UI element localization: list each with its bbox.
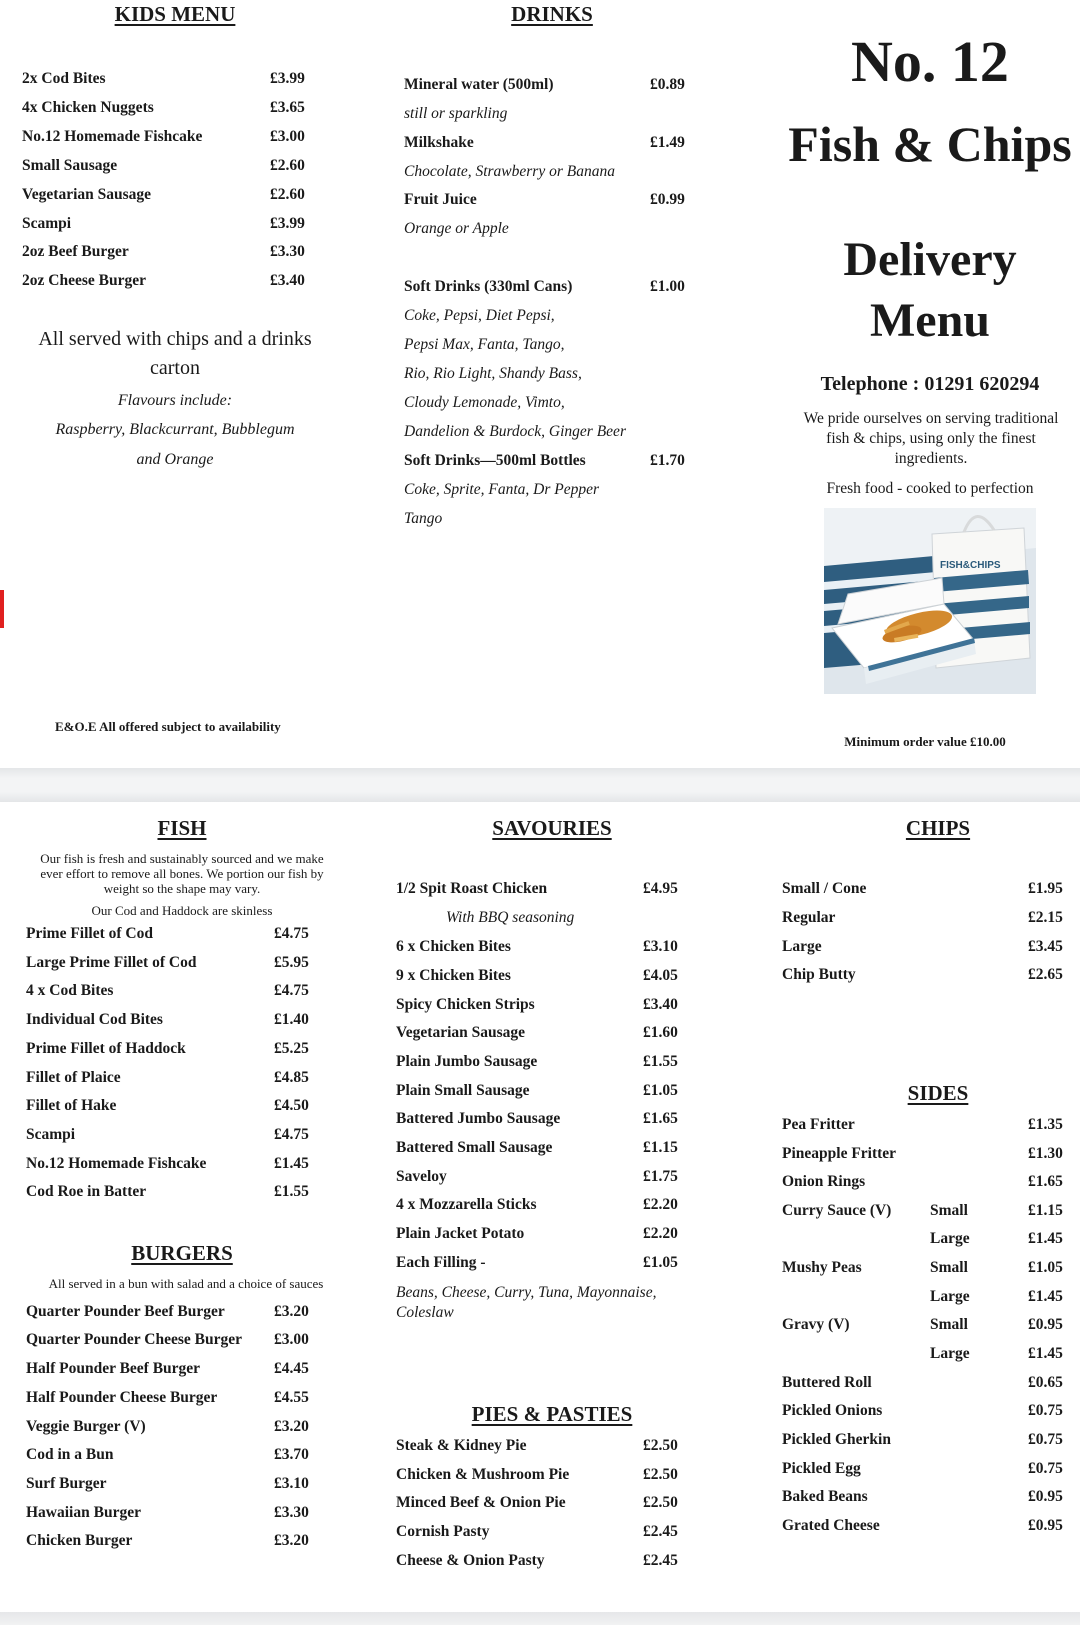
savoury-item-price: £1.05 xyxy=(643,1254,678,1271)
side-item-name: Baked Beans xyxy=(782,1488,868,1505)
takeaway-illustration xyxy=(824,508,1036,694)
side-item-price: £1.65 xyxy=(1028,1173,1063,1190)
pie-item-name: Minced Beef & Onion Pie xyxy=(396,1494,566,1511)
kids-item-name: Vegetarian Sausage xyxy=(22,186,152,203)
drink-item-note: Chocolate, Strawberry or Banana xyxy=(404,163,615,180)
drink-item-name: Mineral water (500ml) xyxy=(404,76,554,93)
pie-item-price: £2.50 xyxy=(643,1466,678,1483)
pies-heading: PIES & PASTIES xyxy=(471,1402,633,1426)
kids-item-name: No.12 Homemade Fishcake xyxy=(22,128,203,145)
fish-item-price: £5.95 xyxy=(274,954,309,971)
burger-item-name: Half Pounder Cheese Burger xyxy=(26,1389,218,1406)
burger-item-name: Chicken Burger xyxy=(26,1532,133,1549)
kids-item-name: Small Sausage xyxy=(22,157,118,174)
drink-item-price: £1.49 xyxy=(650,134,685,151)
chips-item-name: Large xyxy=(782,938,822,955)
savoury-first-name: 1/2 Spit Roast Chicken xyxy=(396,880,548,897)
kids-item-name: 2oz Cheese Burger xyxy=(22,272,146,289)
fish-item-name: Fillet of Plaice xyxy=(26,1069,121,1086)
side-item-name: Pickled Gherkin xyxy=(782,1431,891,1448)
burger-item-name: Hawaiian Burger xyxy=(26,1504,141,1521)
side-item-name: Pea Fritter xyxy=(782,1116,855,1133)
savoury-item-name: Plain Jacket Potato xyxy=(396,1225,525,1242)
savouries-heading: SAVOURIES xyxy=(492,816,612,840)
drink-item-name: Fruit Juice xyxy=(404,191,477,208)
pie-item-name: Chicken & Mushroom Pie xyxy=(396,1466,570,1483)
soft-cans-note: Rio, Rio Light, Shandy Bass, xyxy=(404,365,582,382)
side-item-name: Pickled Onions xyxy=(782,1402,883,1419)
savoury-item-name: 9 x Chicken Bites xyxy=(396,967,511,984)
side-item-size: Large xyxy=(930,1345,970,1362)
side-item-price: £0.75 xyxy=(1028,1402,1063,1419)
pie-item-name: Cheese & Onion Pasty xyxy=(396,1552,545,1569)
soft-cans-note: Coke, Pepsi, Diet Pepsi, xyxy=(404,307,555,324)
chips-item-price: £2.15 xyxy=(1028,909,1063,926)
soft-cans-note: Dandelion & Burdock, Ginger Beer xyxy=(404,423,626,440)
side-item-price: £0.95 xyxy=(1028,1316,1063,1333)
fillings-line1: Beans, Cheese, Curry, Tuna, Mayonnaise, xyxy=(396,1284,657,1301)
pie-item-name: Steak & Kidney Pie xyxy=(396,1437,527,1454)
burger-item-price: £3.00 xyxy=(274,1331,309,1348)
side-item-size: Small xyxy=(930,1202,968,1219)
fish-item-name: Cod Roe in Batter xyxy=(26,1183,147,1200)
soft-bottles-note: Coke, Sprite, Fanta, Dr Pepper xyxy=(404,481,600,498)
savoury-item-price: £1.15 xyxy=(643,1139,678,1156)
burger-item-price: £4.45 xyxy=(274,1360,309,1377)
savoury-item-price: £2.20 xyxy=(643,1225,678,1242)
soft-cans-note: Pepsi Max, Fanta, Tango, xyxy=(404,336,565,353)
pie-item-price: £2.45 xyxy=(643,1552,678,1569)
brand-subtitle-line2: Menu xyxy=(870,294,990,347)
page-edge xyxy=(0,1612,1080,1625)
kids-served-line2: carton xyxy=(150,357,200,379)
chips-item-price: £2.65 xyxy=(1028,966,1063,983)
pie-item-price: £2.50 xyxy=(643,1494,678,1511)
side-item-name: Buttered Roll xyxy=(782,1374,872,1391)
pie-item-price: £2.50 xyxy=(643,1437,678,1454)
savoury-item-price: £3.10 xyxy=(643,938,678,955)
side-item-name: Mushy Peas xyxy=(782,1259,862,1276)
kids-item-price: £3.99 xyxy=(270,70,305,87)
burger-item-name: Half Pounder Beef Burger xyxy=(26,1360,201,1377)
fish-intro: Our fish is fresh and sustainably sourced and we make ever effort to remove all bones. We portion our fish by weight so the shape may vary. xyxy=(40,851,324,896)
savoury-item-price: £3.40 xyxy=(643,996,678,1013)
side-item-price: £1.45 xyxy=(1028,1345,1063,1362)
savoury-item-price: £1.55 xyxy=(643,1053,678,1070)
kids-item-name: 2x Cod Bites xyxy=(22,70,106,87)
edge-mark xyxy=(0,590,4,628)
fish-and-chips-box-image xyxy=(824,508,1036,694)
fillings-line2: Coleslaw xyxy=(396,1304,454,1321)
chips-item-price: £3.45 xyxy=(1028,938,1063,955)
soft-cans-name: Soft Drinks (330ml Cans) xyxy=(404,278,573,295)
fish-item-price: £4.50 xyxy=(274,1097,309,1114)
savoury-item-name: Saveloy xyxy=(396,1168,447,1185)
burgers-heading: BURGERS xyxy=(131,1241,233,1265)
kids-item-name: 4x Chicken Nuggets xyxy=(22,99,154,116)
side-item-price: £1.30 xyxy=(1028,1145,1063,1162)
soft-bottles-name: Soft Drinks—500ml Bottles xyxy=(404,452,586,469)
chips-item-price: £1.95 xyxy=(1028,880,1063,897)
savoury-item-price: £2.20 xyxy=(643,1196,678,1213)
side-item-name: Pickled Egg xyxy=(782,1460,861,1477)
chips-heading: CHIPS xyxy=(905,816,971,840)
fish-item-price: £1.45 xyxy=(274,1155,309,1172)
kids-item-price: £3.40 xyxy=(270,272,305,289)
savoury-item-name: 6 x Chicken Bites xyxy=(396,938,511,955)
kids-item-price: £3.00 xyxy=(270,128,305,145)
flavours-line2: and Orange xyxy=(136,451,214,468)
brand-title-line1: No. 12 xyxy=(851,29,1009,94)
savoury-item-name: Plain Jumbo Sausage xyxy=(396,1053,538,1070)
drink-item-price: £0.99 xyxy=(650,191,685,208)
savoury-item-price: £4.05 xyxy=(643,967,678,984)
burger-item-price: £3.30 xyxy=(274,1504,309,1521)
burger-item-price: £3.10 xyxy=(274,1475,309,1492)
kids-item-price: £2.60 xyxy=(270,157,305,174)
burger-item-name: Quarter Pounder Beef Burger xyxy=(26,1303,225,1320)
soft-bottles-note: Tango xyxy=(404,510,443,527)
side-item-size: Large xyxy=(930,1288,970,1305)
side-item-price: £1.15 xyxy=(1028,1202,1063,1219)
fish-item-price: £4.75 xyxy=(274,1126,309,1143)
burger-item-price: £3.20 xyxy=(274,1418,309,1435)
chips-item-name: Small / Cone xyxy=(782,880,867,897)
fish-item-price: £1.55 xyxy=(274,1183,309,1200)
fish-item-name: Individual Cod Bites xyxy=(26,1011,163,1028)
brand-title-line2: Fish & Chips xyxy=(788,116,1072,172)
eoe-note: E&O.E All offered subject to availability xyxy=(55,719,281,734)
drinks-heading: DRINKS xyxy=(511,2,593,26)
burger-item-price: £3.70 xyxy=(274,1446,309,1463)
burger-item-name: Quarter Pounder Cheese Burger xyxy=(26,1331,242,1348)
kids-item-price: £2.60 xyxy=(270,186,305,203)
bag-label: FISH&CHIPS xyxy=(940,560,1001,571)
minimum-order: Minimum order value £10.00 xyxy=(844,734,1006,749)
burger-item-name: Surf Burger xyxy=(26,1475,107,1492)
side-item-size: Small xyxy=(930,1259,968,1276)
drink-item-note: Orange or Apple xyxy=(404,220,509,237)
drink-item-price: £0.89 xyxy=(650,76,685,93)
savoury-item-name: 4 x Mozzarella Sticks xyxy=(396,1196,537,1213)
side-item-name: Onion Rings xyxy=(782,1173,866,1190)
kids-item-name: Scampi xyxy=(22,215,72,232)
soft-bottles-price: £1.70 xyxy=(650,452,685,469)
side-item-price: £0.95 xyxy=(1028,1488,1063,1505)
fish-skinless-note: Our Cod and Haddock are skinless xyxy=(91,903,273,918)
savoury-item-name: Plain Small Sausage xyxy=(396,1082,530,1099)
burgers-intro: All served in a bun with salad and a choice of sauces xyxy=(48,1276,324,1291)
fish-item-name: Scampi xyxy=(26,1126,76,1143)
savoury-first-price: £4.95 xyxy=(643,880,678,897)
kids-served-line1: All served with chips and a drinks xyxy=(38,328,312,350)
soft-cans-price: £1.00 xyxy=(650,278,685,295)
savoury-item-name: Battered Small Sausage xyxy=(396,1139,553,1156)
flavours-label: Flavours include: xyxy=(117,392,233,409)
kids-item-price: £3.30 xyxy=(270,243,305,260)
savoury-item-price: £1.60 xyxy=(643,1024,678,1041)
pie-item-name: Cornish Pasty xyxy=(396,1523,490,1540)
side-item-price: £0.65 xyxy=(1028,1374,1063,1391)
side-item-name: Curry Sauce (V) xyxy=(782,1202,892,1219)
fish-item-name: 4 x Cod Bites xyxy=(26,982,114,999)
fish-item-name: Large Prime Fillet of Cod xyxy=(26,954,197,971)
savoury-item-name: Battered Jumbo Sausage xyxy=(396,1110,561,1127)
drink-item-name: Milkshake xyxy=(404,134,474,151)
side-item-name: Gravy (V) xyxy=(782,1316,850,1333)
fish-item-name: No.12 Homemade Fishcake xyxy=(26,1155,207,1172)
fish-item-name: Prime Fillet of Haddock xyxy=(26,1040,186,1057)
savoury-item-price: £1.65 xyxy=(643,1110,678,1127)
side-item-name: Pineapple Fritter xyxy=(782,1145,897,1162)
tagline: Fresh food - cooked to perfection xyxy=(826,480,1034,497)
fish-item-name: Prime Fillet of Cod xyxy=(26,925,153,942)
fish-item-price: £4.75 xyxy=(274,982,309,999)
about-text: We pride ourselves on serving traditional fish & chips, using only the finest ingredients. xyxy=(803,410,1059,467)
burger-item-name: Veggie Burger (V) xyxy=(26,1418,146,1435)
chips-item-name: Regular xyxy=(782,909,836,926)
fish-item-name: Fillet of Hake xyxy=(26,1097,117,1114)
savoury-item-name: Spicy Chicken Strips xyxy=(396,996,535,1013)
kids-item-price: £3.99 xyxy=(270,215,305,232)
telephone: Telephone : 01291 620294 xyxy=(820,373,1040,395)
savoury-first-note: With BBQ seasoning xyxy=(446,909,575,926)
savoury-item-name: Each Filling - xyxy=(396,1254,486,1271)
savoury-item-name: Vegetarian Sausage xyxy=(396,1024,526,1041)
chips-item-name: Chip Butty xyxy=(782,966,856,983)
sides-heading: SIDES xyxy=(907,1081,969,1105)
drink-item-note: still or sparkling xyxy=(404,105,508,122)
savoury-item-price: £1.05 xyxy=(643,1082,678,1099)
brand-subtitle-line1: Delivery xyxy=(843,233,1017,286)
burger-item-price: £3.20 xyxy=(274,1303,309,1320)
side-item-size: Large xyxy=(930,1230,970,1247)
side-item-price: £0.75 xyxy=(1028,1431,1063,1448)
fish-item-price: £4.75 xyxy=(274,925,309,942)
side-item-price: £0.95 xyxy=(1028,1517,1063,1534)
fish-heading: FISH xyxy=(157,816,207,840)
fish-item-price: £4.85 xyxy=(274,1069,309,1086)
side-item-name: Grated Cheese xyxy=(782,1517,880,1534)
panel-divider xyxy=(0,768,1080,802)
side-item-price: £0.75 xyxy=(1028,1460,1063,1477)
flavours-line1: Raspberry, Blackcurrant, Bubblegum xyxy=(55,421,295,438)
burger-item-price: £3.20 xyxy=(274,1532,309,1549)
kids-menu-heading: KIDS MENU xyxy=(114,2,236,26)
side-item-price: £1.45 xyxy=(1028,1230,1063,1247)
kids-item-price: £3.65 xyxy=(270,99,305,116)
burger-item-name: Cod in a Bun xyxy=(26,1446,114,1463)
burger-item-price: £4.55 xyxy=(274,1389,309,1406)
side-item-size: Small xyxy=(930,1316,968,1333)
kids-item-name: 2oz Beef Burger xyxy=(22,243,129,260)
side-item-price: £1.05 xyxy=(1028,1259,1063,1276)
side-item-price: £1.35 xyxy=(1028,1116,1063,1133)
soft-cans-note: Cloudy Lemonade, Vimto, xyxy=(404,394,565,411)
pie-item-price: £2.45 xyxy=(643,1523,678,1540)
fish-item-price: £5.25 xyxy=(274,1040,309,1057)
savoury-item-price: £1.75 xyxy=(643,1168,678,1185)
side-item-price: £1.45 xyxy=(1028,1288,1063,1305)
fish-item-price: £1.40 xyxy=(274,1011,309,1028)
